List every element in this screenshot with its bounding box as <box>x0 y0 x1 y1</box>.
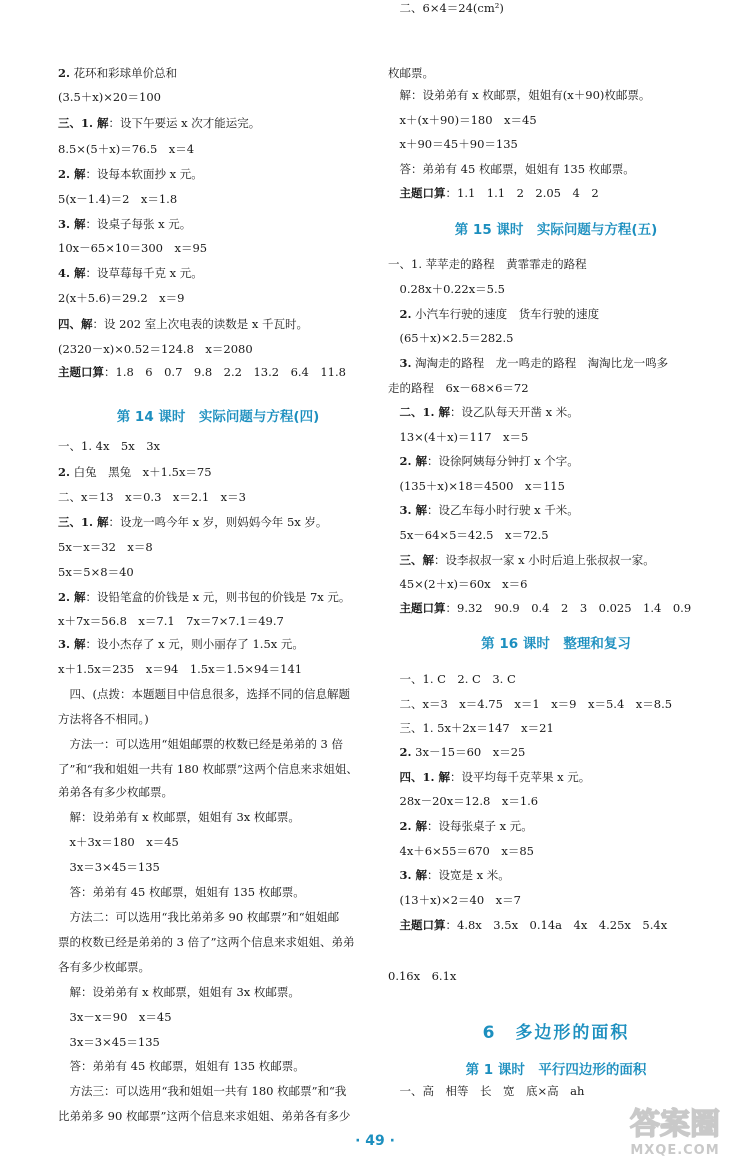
answer-text: 答：弟弟有 45 枚邮票，姐姐有 135 枚邮票。 <box>58 1059 305 1073</box>
answer-text: 5(x－1.4)＝2 x＝1.8 <box>58 192 178 206</box>
answer-line <box>58 141 194 157</box>
answer-text: 二、x＝13 x＝0.3 x＝2.1 x＝3 <box>58 490 246 504</box>
answer-line <box>58 166 203 182</box>
section-heading: 第 15 课时 实际问题与方程(五) <box>454 222 658 238</box>
answer-line <box>58 661 302 677</box>
answer-line <box>388 769 590 785</box>
chapter-title: 6 多边形的面积 <box>482 1023 630 1043</box>
answer-text: ：设小杰存了 x 元，则小丽存了 1.5x 元。 <box>85 637 304 651</box>
answer-line <box>388 404 579 420</box>
answer-text: ：设乙车每小时行驶 x 千米。 <box>427 503 579 517</box>
answer-line <box>388 600 691 616</box>
answer-line <box>388 744 525 760</box>
answer-line <box>58 464 212 480</box>
answer-line <box>58 859 160 875</box>
answer-line <box>388 0 504 16</box>
answer-line <box>388 793 538 809</box>
answer-text: 弟弟各有多少枚邮票。 <box>58 785 173 799</box>
answer-text: 一、1. C 2. C 3. C <box>388 672 516 686</box>
answer-line <box>58 909 339 925</box>
answer-text: 3x＝3×45＝135 <box>58 860 160 874</box>
answer-text: ：设桌子每张 x 元。 <box>85 217 192 231</box>
answer-text: 0.28x＋0.22x＝5.5 <box>388 282 505 296</box>
answer-line <box>388 185 599 201</box>
answer-text: 解：设弟弟有 x 枚邮票，姐姐有 3x 枚邮票。 <box>58 985 300 999</box>
answer-label: 三、1. 解 <box>58 116 109 130</box>
answer-text: 5x－x＝32 x＝8 <box>58 540 153 554</box>
answer-line <box>388 136 518 152</box>
answer-line <box>58 736 343 752</box>
answer-label: 主题口算 <box>58 365 104 379</box>
watermark-subtext: MXQE.COM <box>630 1143 720 1158</box>
answer-text: 二、6×4＝24(cm²) <box>388 1 504 15</box>
answer-text: ：1.1 1.1 2 2.05 4 2 <box>445 186 599 200</box>
answer-text: 比弟弟多 90 枚邮票”这两个信息来求姐姐、弟弟各有多少 <box>58 1109 351 1123</box>
answer-label: 主题口算 <box>388 186 446 200</box>
answer-line <box>388 112 537 128</box>
answer-text: 5x＝5×8＝40 <box>58 565 134 579</box>
answer-line <box>58 514 327 530</box>
answer-text: 2(x＋5.6)＝29.2 x＝9 <box>58 291 185 305</box>
answer-text: 3x－x＝90 x＝45 <box>58 1010 172 1024</box>
answer-line <box>388 330 513 346</box>
answer-text: 方法三：可以选用“我和姐姐一共有 180 枚邮票”和“我 <box>58 1084 347 1098</box>
answer-text: x＋3x＝180 x＝45 <box>58 835 179 849</box>
answer-text: 28x－20x＝12.8 x＝1.6 <box>388 794 539 808</box>
answer-text: ：设龙一鸣今年 x 岁，则妈妈今年 5x 岁。 <box>108 515 328 529</box>
answer-text: 45×(2＋x)＝60x x＝6 <box>388 577 528 591</box>
answer-line <box>58 589 350 605</box>
answer-line <box>58 564 134 580</box>
answer-line <box>388 478 565 494</box>
answer-text: ：设草莓每千克 x 元。 <box>85 266 203 280</box>
answer-line <box>58 613 284 629</box>
answer-label: 2. <box>58 66 71 80</box>
answer-line <box>58 934 355 950</box>
answer-text: ：设乙队每天开凿 x 米。 <box>450 405 579 419</box>
answer-text: 淘淘走的路程 龙一鸣走的路程 淘淘比龙一鸣多 <box>411 356 669 370</box>
answer-line <box>58 539 153 555</box>
answer-line <box>388 818 533 834</box>
answer-line <box>388 429 528 445</box>
answer-line <box>388 867 510 883</box>
answer-text: 13×(4＋x)＝117 x＝5 <box>388 430 529 444</box>
section-heading: 第 1 课时 平行四边形的面积 <box>465 1062 647 1078</box>
answer-text: (2320－x)×0.52＝124.8 x＝2080 <box>58 342 253 356</box>
answer-text: (3.5＋x)×20＝100 <box>58 90 161 104</box>
answer-label: 2. 解 <box>388 454 428 468</box>
answer-line <box>388 892 521 908</box>
answer-line <box>58 438 160 454</box>
answer-label: 主题口算 <box>388 918 446 932</box>
answer-line <box>58 364 346 380</box>
answer-label: 2. <box>388 307 412 321</box>
answer-text: 二、x＝3 x＝4.75 x＝1 x＝9 x＝5.4 x＝8.5 <box>388 697 673 711</box>
answer-line <box>388 696 672 712</box>
answer-line <box>388 87 650 103</box>
answer-line <box>58 1083 346 1099</box>
answer-line <box>58 65 177 81</box>
answer-line <box>388 355 668 371</box>
answer-text: 方法一：可以选用“姐姐邮票的枚数已经是弟弟的 3 倍 <box>58 737 344 751</box>
answer-line <box>388 380 529 396</box>
answer-text: ：9.32 90.9 0.4 2 3 0.025 1.4 0.9 <box>445 601 692 615</box>
answer-text: 方法二：可以选用“我比弟弟多 90 枚邮票”和“姐姐邮 <box>58 910 340 924</box>
section-heading: 第 14 课时 实际问题与方程(四) <box>116 409 320 425</box>
answer-line <box>58 191 177 207</box>
answer-text: ：设徐阿姨每分钟打 x 个字。 <box>427 454 579 468</box>
answer-text: x＋90＝45＋90＝135 <box>388 137 518 151</box>
answer-label: 3. 解 <box>388 868 428 882</box>
answer-text: 了”和“我和姐姐一共有 180 枚邮票”这两个信息来求姐姐、 <box>58 762 358 776</box>
answer-line <box>58 341 253 357</box>
section-heading: 第 16 课时 整理和复习 <box>481 636 631 652</box>
watermark-text: 答案圈 <box>630 1107 720 1142</box>
answer-label: 二、1. 解 <box>388 405 451 419</box>
answer-text: 四、(点拨：本题题目中信息很多，选择不同的信息解题 <box>58 687 350 701</box>
answer-line <box>388 161 635 177</box>
answer-text: 票的枚数已经是弟弟的 3 倍了”这两个信息来求姐姐、弟弟 <box>58 935 355 949</box>
answer-text: ：设 202 室上次电表的读数是 x 千瓦时。 <box>92 317 309 331</box>
answer-text: 枚邮票。 <box>388 66 434 80</box>
answer-line <box>388 720 554 736</box>
answer-text: 0.16x 6.1x <box>388 969 457 983</box>
answer-text: 一、1. 苹苹走的路程 黄霏霏走的路程 <box>388 257 587 271</box>
answer-line <box>58 240 207 256</box>
answer-line <box>58 290 184 306</box>
answer-line <box>388 917 667 933</box>
answer-label: 四、解 <box>58 317 93 331</box>
answer-text: x＋7x＝56.8 x＝7.1 7x＝7×7.1＝49.7 <box>58 614 284 628</box>
page-number: · 49 · <box>355 1133 395 1149</box>
answer-text: ：设李叔叔一家 x 小时后追上张叔叔一家。 <box>434 553 655 567</box>
answer-text: 答：弟弟有 45 枚邮票，姐姐有 135 枚邮票。 <box>58 885 305 899</box>
answer-line <box>58 115 260 131</box>
answer-label: 三、解 <box>388 553 434 567</box>
answer-text: 走的路程 6x－68×6＝72 <box>388 381 529 395</box>
answer-line <box>388 968 456 984</box>
answer-line <box>58 761 358 777</box>
answer-line <box>58 784 173 800</box>
answer-line <box>388 306 599 322</box>
answer-text: 花环和彩球单价总和 <box>70 66 178 80</box>
answer-line <box>58 1034 160 1050</box>
answer-label: 3. 解 <box>388 503 428 517</box>
answer-text: 4x＋6×55＝670 x＝85 <box>388 844 534 858</box>
answer-text: ：4.8x 3.5x 0.14a 4x 4.25x 5.4x <box>445 918 668 932</box>
answer-text: 3x－15＝60 x＝25 <box>411 745 526 759</box>
answer-line <box>58 216 191 232</box>
answer-text: 白兔 黑兔 x＋1.5x＝75 <box>70 465 212 479</box>
answer-line <box>388 843 534 859</box>
answer-line <box>58 89 161 105</box>
answer-label: 2. <box>388 745 412 759</box>
answer-line <box>58 636 304 652</box>
answer-label: 2. <box>58 465 71 479</box>
answer-text: (13＋x)×2＝40 x＝7 <box>388 893 521 907</box>
answer-label: 2. 解 <box>388 819 428 833</box>
answer-text: 答：弟弟有 45 枚邮票，姐姐有 135 枚邮票。 <box>388 162 635 176</box>
answer-line <box>58 984 300 1000</box>
answer-text: ：设铅笔盒的价钱是 x 元，则书包的价钱是 7x 元。 <box>85 590 351 604</box>
answer-label: 3. 解 <box>58 637 86 651</box>
watermark-logo-icon <box>610 1098 740 1160</box>
answer-line <box>58 809 300 825</box>
answer-line <box>58 959 150 975</box>
answer-line <box>58 1058 305 1074</box>
answer-line <box>58 1108 350 1124</box>
answer-text: (65＋x)×2.5＝282.5 <box>388 331 514 345</box>
answer-text: 5x－64×5＝42.5 x＝72.5 <box>388 528 549 542</box>
answer-line <box>388 281 505 297</box>
answer-label: 三、1. 解 <box>58 515 109 529</box>
answer-text: (135＋x)×18＝4500 x＝115 <box>388 479 565 493</box>
answer-text: ：设下午要运 x 次才能运完。 <box>108 116 261 130</box>
answer-text: 方法将各不相同。) <box>58 712 149 726</box>
answer-text: 3x＝3×45＝135 <box>58 1035 160 1049</box>
answer-text: x＋(x＋90)＝180 x＝45 <box>388 113 537 127</box>
answer-line <box>388 552 655 568</box>
answer-text: 8.5×(5＋x)＝76.5 x＝4 <box>58 142 195 156</box>
answer-text: ：1.8 6 0.7 9.8 2.2 13.2 6.4 11.8 <box>104 365 346 379</box>
answer-label: 2. 解 <box>58 167 86 181</box>
answer-text: 小汽车行驶的速度 货车行驶的速度 <box>411 307 600 321</box>
answer-line <box>58 884 305 900</box>
answer-text: 一、高 相等 长 宽 底×高 ah <box>388 1084 585 1098</box>
answer-text: x＋1.5x＝235 x＝94 1.5x＝1.5×94＝141 <box>58 662 303 676</box>
answer-line <box>58 834 179 850</box>
answer-text: 各有多少枚邮票。 <box>58 960 150 974</box>
answer-line <box>388 65 434 81</box>
answer-label: 主题口算 <box>388 601 446 615</box>
answer-label: 3. 解 <box>58 217 86 231</box>
answer-line <box>58 686 350 702</box>
answer-line <box>388 453 579 469</box>
answer-line <box>58 265 203 281</box>
answer-text: 10x－65×10＝300 x＝95 <box>58 241 208 255</box>
answer-line <box>58 316 308 332</box>
answer-text: ：设平均每千克苹果 x 元。 <box>450 770 591 784</box>
answer-label: 3. <box>388 356 412 370</box>
answer-line <box>388 1083 584 1099</box>
answer-line <box>388 502 579 518</box>
answer-line <box>388 527 549 543</box>
answer-label: 2. 解 <box>58 590 86 604</box>
answer-line <box>58 489 246 505</box>
answer-line <box>388 671 516 687</box>
answer-text: 解：设弟弟有 x 枚邮票，姐姐有(x＋90)枚邮票。 <box>388 88 651 102</box>
answer-text: 解：设弟弟有 x 枚邮票，姐姐有 3x 枚邮票。 <box>58 810 300 824</box>
answer-line <box>388 256 587 272</box>
answer-text: ：设每张桌子 x 元。 <box>427 819 533 833</box>
answer-text: ：设宽是 x 米。 <box>427 868 510 882</box>
answer-line <box>388 576 527 592</box>
answer-text: ：设每本软面抄 x 元。 <box>85 167 203 181</box>
answer-line <box>58 1009 172 1025</box>
answer-line <box>58 711 149 727</box>
answer-label: 四、1. 解 <box>388 770 451 784</box>
answer-text: 一、1. 4x 5x 3x <box>58 439 161 453</box>
answer-text: 三、1. 5x＋2x＝147 x＝21 <box>388 721 554 735</box>
answer-label: 4. 解 <box>58 266 86 280</box>
